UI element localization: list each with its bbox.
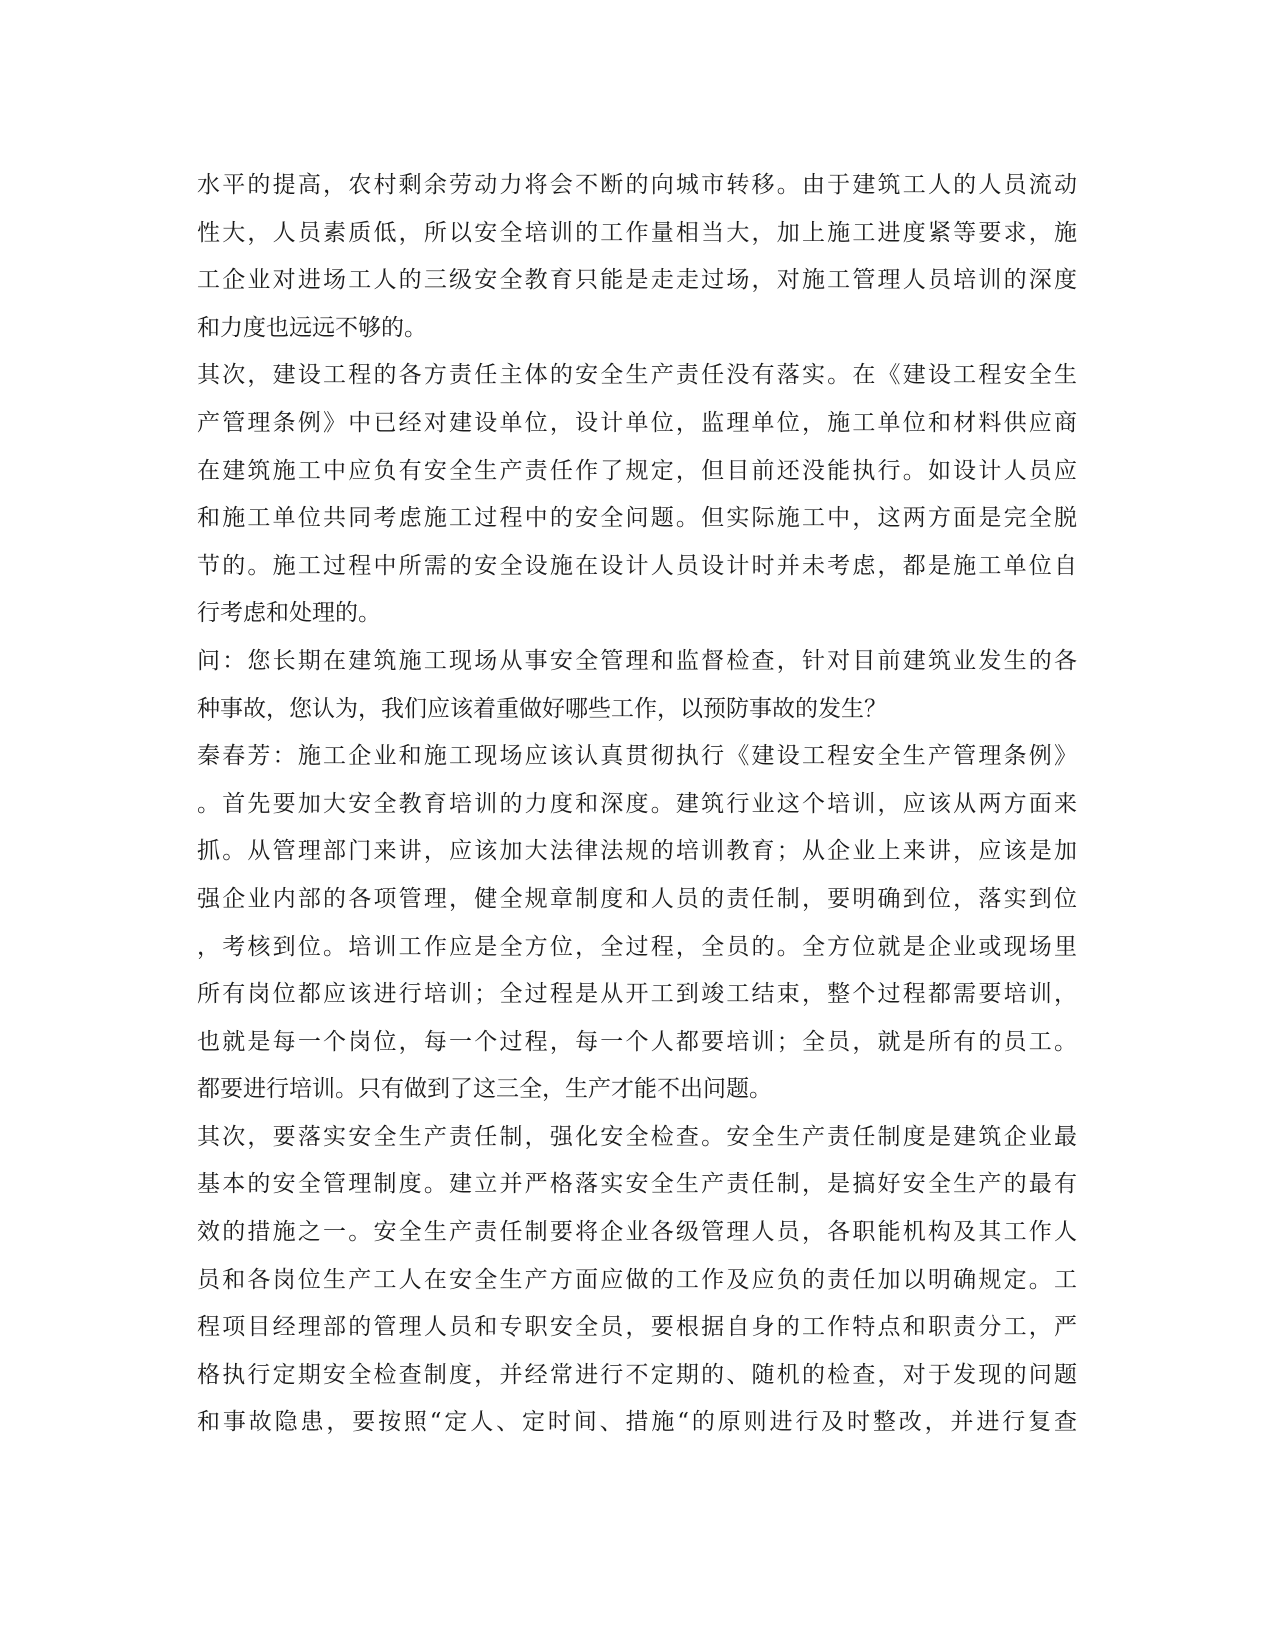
text-line: 和事故隐患，要按照“定人、定时间、措施“的原则进行及时整改，并进行复查 [197, 1409, 1077, 1436]
text-line: 其次，要落实安全生产责任制，强化安全检查。安全生产责任制度是建筑企业最 [197, 1123, 1077, 1150]
text-line: 。首先要加大安全教育培训的力度和深度。建筑行业这个培训，应该从两方面来 [197, 790, 1077, 817]
text-line: 工企业对进场工人的三级安全教育只能是走走过场，对施工管理人员培训的深度 [197, 267, 1077, 294]
text-line: 问：您长期在建筑施工现场从事安全管理和监督检查，针对目前建筑业发生的各 [197, 647, 1077, 674]
text-line: 和力度也远远不够的。 [197, 314, 427, 341]
text-line: 水平的提高，农村剩余劳动力将会不断的向城市转移。由于建筑工人的人员流动 [197, 172, 1077, 198]
text-line: 其次，建设工程的各方责任主体的安全生产责任没有落实。在《建设工程安全生 [197, 362, 1077, 389]
text-line: 产管理条例》中已经对建设单位，设计单位，监理单位，施工单位和材料供应商 [197, 409, 1077, 436]
text-line: 在建筑施工中应负有安全生产责任作了规定，但目前还没能执行。如设计人员应 [197, 457, 1077, 484]
text-line: 效的措施之一。安全生产责任制要将企业各级管理人员，各职能机构及其工作人 [197, 1219, 1077, 1246]
body-text [197, 162, 1077, 1447]
text-line: 程项目经理部的管理人员和专职安全员，要根据自身的工作特点和职责分工，严 [197, 1314, 1077, 1341]
text-line: 都要进行培训。只有做到了这三全，生产才能不出问题。 [197, 1076, 772, 1103]
text-line: 秦春芳：施工企业和施工现场应该认真贯彻执行《建设工程安全生产管理条例》 [197, 743, 1077, 770]
text-line: 和施工单位共同考虑施工过程中的安全问题。但实际施工中，这两方面是完全脱 [197, 505, 1077, 532]
text-line: ，考核到位。培训工作应是全方位，全过程，全员的。全方位就是企业或现场里 [197, 933, 1077, 960]
text-line: 也就是每一个岗位，每一个过程，每一个人都要培训；全员，就是所有的员工。 [197, 1028, 1077, 1055]
text-line: 抓。从管理部门来讲，应该加大法律法规的培训教育；从企业上来讲，应该是加 [197, 838, 1077, 865]
text-line: 强企业内部的各项管理，健全规章制度和人员的责任制，要明确到位，落实到位 [197, 885, 1077, 912]
text-line: 所有岗位都应该进行培训；全过程是从开工到竣工结束，整个过程都需要培训， [197, 981, 1077, 1008]
text-line: 行考虑和处理的。 [197, 600, 381, 627]
text-line: 节的。施工过程中所需的安全设施在设计人员设计时并未考虑，都是施工单位自 [197, 552, 1077, 579]
text-line: 基本的安全管理制度。建立并严格落实安全生产责任制，是搞好安全生产的最有 [197, 1171, 1077, 1198]
text-line: 性大，人员素质低，所以安全培训的工作量相当大，加上施工进度紧等要求，施 [197, 219, 1077, 246]
text-line: 员和各岗位生产工人在安全生产方面应做的工作及应负的责任加以明确规定。工 [197, 1266, 1077, 1293]
text-line: 格执行定期安全检查制度，并经常进行不定期的、随机的检查，对于发现的问题 [197, 1361, 1077, 1388]
text-line: 种事故，您认为，我们应该着重做好哪些工作，以预防事故的发生？ [197, 695, 887, 722]
